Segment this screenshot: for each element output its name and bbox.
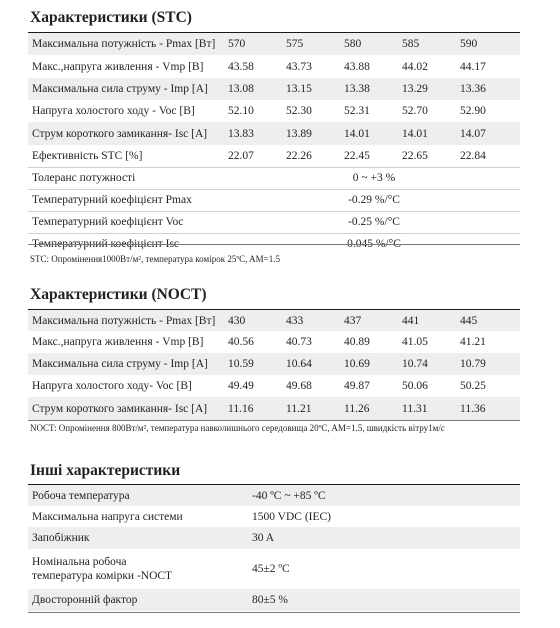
cell-value: 14.01 [344, 122, 402, 145]
row-label: Максимальна сила струму - Imp [A] [28, 353, 228, 375]
cell-value: 50.06 [402, 380, 428, 392]
cell-value: 13.15 [286, 78, 344, 100]
row-label-line1: Номінальна робоча [32, 556, 127, 568]
noct-title: Характеристики (NOCT) [30, 286, 207, 303]
stc-row [28, 145, 520, 167]
row-label: Максимальна потужність - Pmax [Вт] [28, 310, 228, 331]
other-row [28, 527, 520, 549]
noct-row [28, 353, 520, 375]
other-bottom-rule [28, 612, 520, 613]
cell-value: 22.65 [402, 145, 460, 167]
other-row [28, 506, 520, 527]
stc-row [28, 100, 520, 122]
cell-value: 11.31 [402, 397, 460, 420]
row-label: Максимальна потужність - Pmax [Вт] [28, 33, 228, 55]
merged-value: -0.25 %/°C [228, 211, 520, 233]
other-row [28, 549, 520, 589]
row-value: 80±5 % [252, 589, 520, 611]
cell-value: 43.88 [344, 60, 370, 73]
cell-value: 44.02 [402, 60, 428, 73]
row-value: -40 ºC ~ +85 ºC [252, 485, 520, 506]
cell-value: 10.69 [344, 353, 402, 375]
cell-value: 22.26 [286, 145, 344, 167]
cell-value: 13.29 [402, 78, 460, 100]
cell-value: 430 [228, 310, 286, 331]
stc-merged-row [28, 189, 520, 211]
noct-note: NOCT: Опромінення 800Вт/м², температура навколишнього середовища 20ºC, AM=1.5, швидкість вітру1м/с [30, 423, 445, 433]
noct-row [28, 375, 520, 397]
stc-title: Характеристики (STC) [30, 9, 192, 26]
cell-value: 13.38 [344, 78, 402, 100]
row-label: Струм короткого замикання- Isc [A] [28, 397, 228, 420]
cell-value: 13.36 [460, 78, 520, 100]
cell-value: 52.31 [344, 105, 370, 117]
row-label: Струм короткого замикання- Isc [A] [28, 122, 228, 145]
row-label-line2: температура комірки -NOCT [32, 570, 173, 582]
cell-value: 11.16 [228, 397, 286, 420]
stc-row [28, 122, 520, 145]
row-value: 45±2 ºC [252, 563, 290, 575]
cell-value: 13.83 [228, 122, 286, 145]
cell-value: 40.56 [228, 336, 254, 348]
cell-value: 50.25 [460, 380, 486, 392]
cell-value: 13.08 [228, 78, 286, 100]
row-label: Максимальна напруга системи [32, 510, 183, 523]
cell-value: 22.45 [344, 145, 402, 167]
cell-value: 44.17 [460, 60, 486, 73]
stc-note: STC: Опромінення1000Вт/м², температура комірок 25ºC, AM=1.5 [30, 254, 280, 264]
cell-value: 11.26 [344, 397, 402, 420]
row-label: Макс.,напруга живлення - Vmp [В] [32, 60, 204, 73]
cell-value: 14.01 [402, 122, 460, 145]
row-label [28, 549, 252, 589]
other-table [28, 485, 520, 611]
cell-value: 43.58 [228, 60, 254, 73]
row-value: 1500 VDC (IEC) [252, 510, 332, 523]
stc-merged-row [28, 167, 520, 189]
noct-row [28, 397, 520, 420]
other-row [28, 589, 520, 611]
cell-value: 22.07 [228, 145, 286, 167]
row-label: Робоча температура [28, 485, 252, 506]
cell-value: 11.21 [286, 397, 344, 420]
cell-value: 43.73 [286, 60, 312, 73]
cell-value: 433 [286, 310, 344, 331]
stc-row [28, 55, 520, 78]
cell-value: 52.70 [402, 105, 428, 117]
cell-value: 437 [344, 310, 402, 331]
cell-value: 52.10 [228, 105, 254, 117]
cell-value: 580 [344, 33, 402, 55]
cell-value: 52.90 [460, 105, 486, 117]
stc-table [28, 33, 520, 255]
cell-value: 22.84 [460, 145, 520, 167]
cell-value: 590 [460, 33, 520, 55]
stc-row [28, 78, 520, 100]
cell-value: 575 [286, 33, 344, 55]
cell-value: 445 [460, 310, 520, 331]
cell-value: 41.21 [460, 336, 486, 348]
cell-value: 14.07 [460, 122, 520, 145]
row-label: Температурний коефіцієнт Voc [28, 211, 228, 233]
other-row [28, 485, 520, 506]
cell-value: 10.79 [460, 353, 520, 375]
stc-bottom-rule [28, 244, 520, 245]
merged-value: -0.29 %/°C [228, 189, 520, 211]
row-label: Максимальна сила струму - Imp [A] [28, 78, 228, 100]
row-label: Двосторонній фактор [28, 589, 252, 611]
cell-value: 570 [228, 33, 286, 55]
cell-value: 49.68 [286, 380, 312, 392]
cell-value: 13.89 [286, 122, 344, 145]
row-label: Напруга холостого ходу - Voc [В] [32, 105, 195, 117]
cell-value: 10.59 [228, 353, 286, 375]
other-title: Інші характеристики [30, 462, 181, 479]
cell-value: 49.49 [228, 380, 254, 392]
cell-value: 40.73 [286, 336, 312, 348]
row-label: Температурний коефіцієнт Isc [32, 238, 180, 251]
cell-value: 10.74 [402, 353, 460, 375]
row-label: Температурний коефіцієнт Pmax [28, 189, 228, 211]
row-label: Макс.,напруга живлення - Vmp [В] [32, 336, 204, 348]
cell-value: 40.89 [344, 336, 370, 348]
noct-table [28, 310, 520, 420]
noct-row [28, 331, 520, 353]
merged-value: 0.045 %/°C [347, 238, 401, 251]
cell-value: 10.64 [286, 353, 344, 375]
cell-value: 52.30 [286, 105, 312, 117]
noct-bottom-rule [28, 420, 520, 421]
row-label: Запобіжник [28, 527, 252, 549]
stc-merged-row [28, 211, 520, 233]
merged-value: 0 ~ +3 % [228, 167, 520, 189]
row-value: 30 A [252, 527, 520, 549]
cell-value: 585 [402, 33, 460, 55]
cell-value: 49.87 [344, 380, 370, 392]
row-label: Напруга холостого ходу- Voc [В] [32, 380, 192, 392]
cell-value: 41.05 [402, 336, 428, 348]
row-label: Ефективність STC [%] [28, 145, 228, 167]
cell-value: 441 [402, 310, 460, 331]
noct-row [28, 310, 520, 331]
cell-value: 11.36 [460, 397, 520, 420]
row-label: Толеранс потужності [28, 167, 228, 189]
stc-row [28, 33, 520, 55]
